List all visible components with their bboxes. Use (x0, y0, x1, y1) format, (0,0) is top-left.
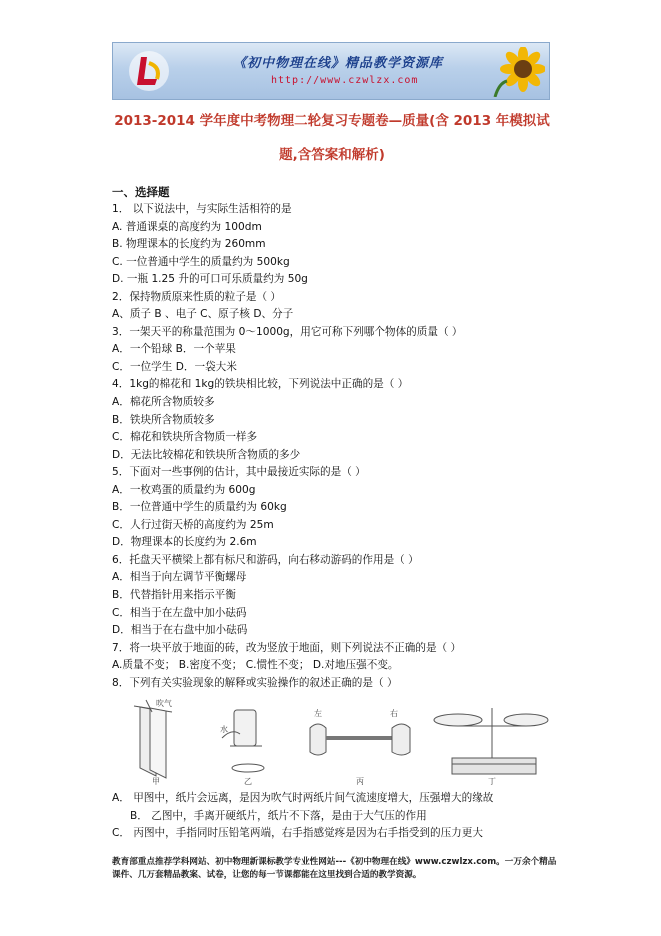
banner-title: 《初中物理在线》精品教学资源库 (233, 56, 444, 71)
question-list (112, 201, 557, 692)
figure-label-ding: 丁 (488, 777, 496, 786)
figure-label-right: 右 (390, 709, 398, 718)
document-title (112, 104, 552, 172)
question-8-options (112, 790, 557, 843)
figure-ding (434, 708, 548, 774)
question-option: B．铁块所含物质较多 (112, 413, 215, 426)
question-option: A．一枚鸡蛋的质量约为 600g (112, 483, 256, 496)
title-line-2: 题,含答案和解析) (279, 147, 385, 163)
question-option: A、质子 B 、电子 C、原子核 D、分子 (112, 308, 294, 321)
question-option: C．人行过街天桥的高度约为 25m (112, 518, 274, 531)
logo-icon (127, 49, 171, 93)
banner-url[interactable]: http://www.czwlzx.com (271, 75, 419, 86)
question-option: A.质量不变； B.密度不变； C.惯性不变； D.对地压强不变。 (112, 659, 399, 672)
figure-label-left: 左 (314, 709, 322, 718)
question-option: C．相当于在左盘中加小砝码 (112, 606, 247, 619)
question-option: D．无法比较棉花和铁块所含物质的多少 (112, 448, 301, 461)
figure-label-jia: 甲 (152, 777, 160, 786)
question-option: B． 乙图中，手离开硬纸片，纸片不下落，是由于大气压的作用 (130, 809, 427, 822)
question-option: A．相当于向左调节平衡螺母 (112, 571, 247, 584)
question-option: A． 甲图中，纸片会远离，是因为吹气时两纸片间气流速度增大，压强增大的缘故 (112, 792, 494, 804)
figure-label-bing: 丙 (356, 777, 364, 786)
question-option: D．物理课本的长度约为 2.6m (112, 536, 257, 549)
section-heading: 一、选择题 (112, 185, 170, 199)
question-option: C．一位学生 D．一袋大米 (112, 360, 237, 373)
question-stem: 7．将一块平放于地面的砖，改为竖放于地面，则下列说法不正确的是（ ） (112, 641, 462, 654)
question-option: B．代替指针用来指示平衡 (112, 589, 236, 602)
figure-label-yi: 乙 (244, 777, 252, 786)
question-stem: 4．1kg的棉花和 1kg的铁块相比较，下列说法中正确的是（ ） (112, 378, 409, 391)
question-option: A．棉花所含物质较多 (112, 396, 215, 409)
page-footer: 教育部重点推荐学科网站、初中物理新课标教学专业性网站---《初中物理在线》www.czwlzx.com。一万余个精品课件、几万套精品教案、试卷，让您的每一节课都能在这里找到合适的教学资源。 (112, 857, 557, 880)
question-option: B. 物理课本的长度约为 260mm (112, 238, 266, 251)
question-option: C． 丙图中，手指同时压铅笔两端，右手指感觉疼是因为右手指受到的压力更大 (112, 827, 483, 840)
question-stem: 3．一架天平的称量范围为 0～1000g，用它可称下列哪个物体的质量（ ） (112, 325, 463, 338)
question-option: C. 一位普通中学生的质量约为 500kg (112, 255, 290, 268)
figure-label-blow: 吹气 (156, 699, 172, 708)
question-option: A. 普通课桌的高度约为 100dm (112, 220, 262, 233)
question-option: A．一个铅球 B．一个苹果 (112, 343, 236, 356)
title-line-1: 2013-2014 学年度中考物理二轮复习专题卷—质量(含 2013 年模拟试 (114, 113, 550, 129)
question-option: B．一位普通中学生的质量约为 60kg (112, 501, 287, 514)
header-banner (112, 42, 550, 100)
question-stem: 5．下面对一些事例的估计，其中最接近实际的是（ ） (112, 466, 366, 479)
question-option: D. 一瓶 1.25 升的可口可乐质量约为 50g (112, 273, 308, 286)
figure-bing (310, 724, 410, 755)
question-stem: 2．保持物质原来性质的粒子是（ ） (112, 290, 282, 303)
figure-jia (134, 700, 172, 778)
question-option: D．相当于在右盘中加小砝码 (112, 624, 248, 637)
question-option: C．棉花和铁块所含物质一样多 (112, 431, 258, 444)
question-stem: 1． 以下说法中，与实际生活相符的是 (112, 203, 292, 215)
figure-yi (222, 710, 264, 772)
question-stem: 8．下列有关实验现象的解释或实验操作的叙述正确的是（ ） (112, 676, 398, 689)
sunflower-icon (487, 47, 545, 97)
experiment-figure (122, 698, 550, 786)
figure-label-water: 水 (220, 725, 228, 734)
question-stem: 6．托盘天平横梁上都有标尺和游码，向右移动游码的作用是（ ） (112, 553, 419, 566)
